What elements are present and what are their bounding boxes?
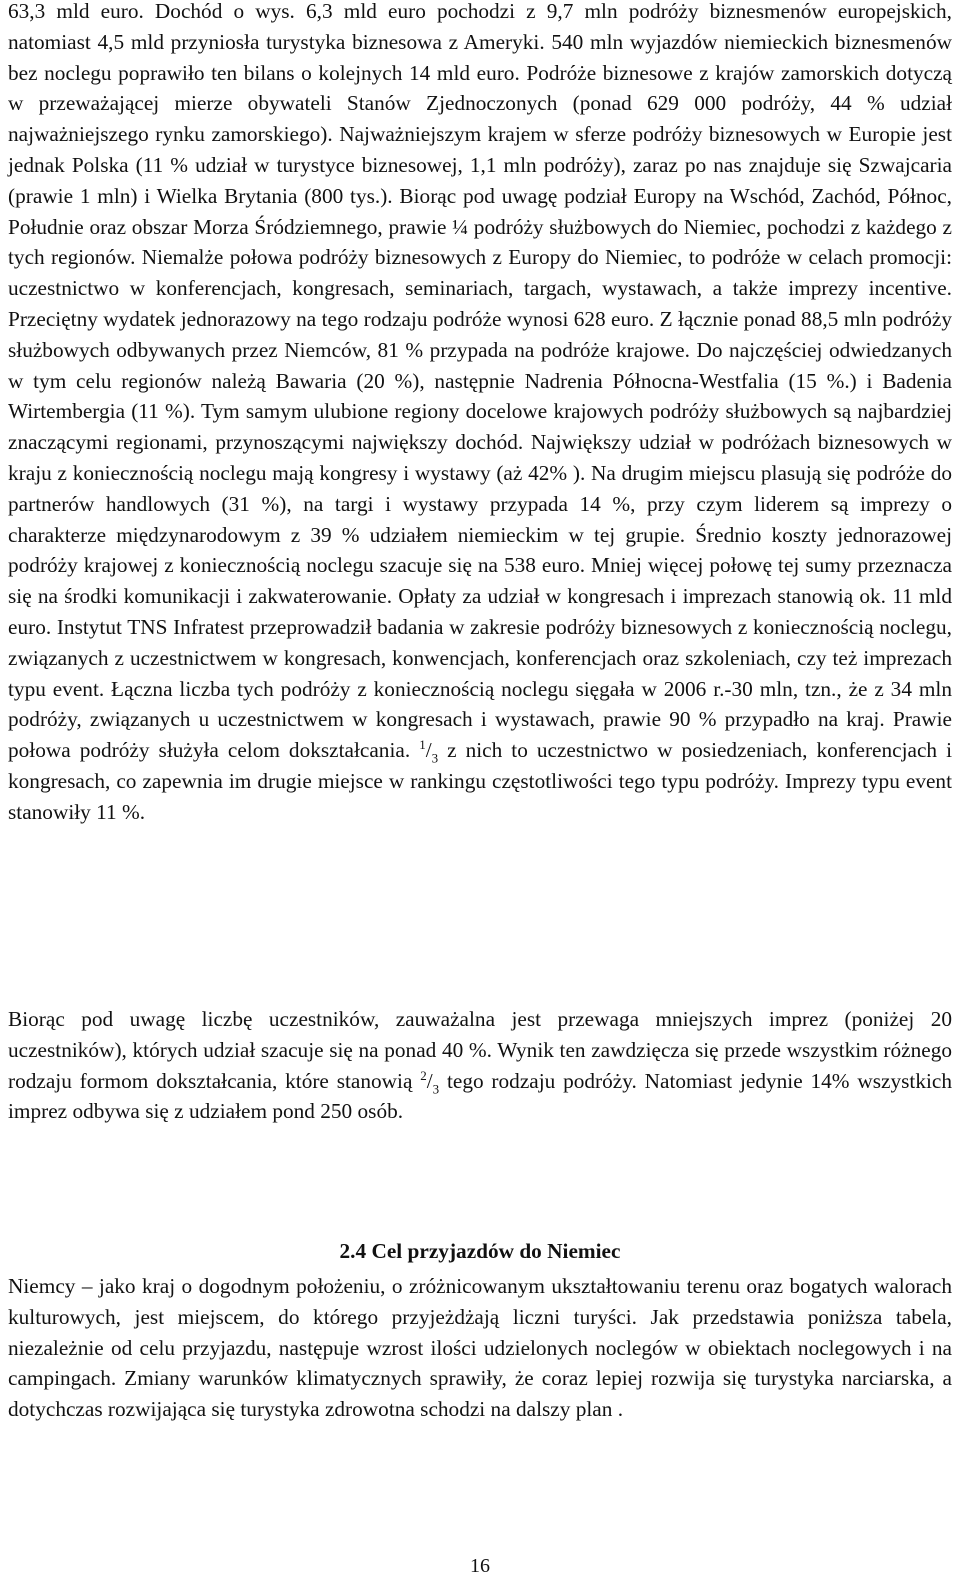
page-number: 16 (470, 1555, 490, 1577)
paragraph-text: tego rodzaju podróży. Natomiast jedynie 14% wszystkich imprez odbywa się z udziałem pond 250 osób. (8, 1068, 952, 1124)
body-paragraph (8, 1004, 952, 1127)
fraction-denominator: 3 (432, 1080, 440, 1096)
fraction-slash: / (425, 738, 432, 763)
fraction-numerator: 1 (419, 737, 426, 753)
section-heading: 2.4 Cel przyjazdów do Niemiec (339, 1239, 621, 1263)
paragraph-text: 63,3 mld euro. Dochód o wys. 6,3 mld euro pochodzi z 9,7 mln podróży biznesmenów europejskich, natomiast 4,5 mld przyniosła turystyka biznesowa z Ameryki. 540 mln wyjazdów niemieckich biznesmenów bez noclegu poprawiło ten bilans o kolejnych 14 mld euro. Podróże biznesowe z krajów zamorskich dotyczą w przeważającej mierze obywateli Stanów Zjednoczonych (ponad 629 000 podróży, 44 % udział najważniejszego rynku zamorskiego). Najważniejszym krajem w sferze podróży biznesowych w Europie jest jednak Polska (11 % udział w turystyce biznesowej, 1,1 mln podróży), zaraz po nas znajduje się Szwajcaria (prawie 1 mln) i Wielka Brytania (800 tys.). Biorąc pod uwagę podział Europy na Wschód, Zachód, Północ, Południe oraz obszar Morza Śródziemnego, prawie ¼ podróży służbowych do Niemiec, pochodzi z każdego z tych regionów. Niemalże połowa podróży biznesowych z Europy do Niemiec, to podróże w celach promocji: uczestnictwo w konferencjach, kongresach, seminariach, targach, wystawach, a także imprezy incentive. Przeciętny wydatek jednorazowy na tego rodzaju podróże wynosi 628 euro. Z łącznie ponad 88,5 mln podróży służbowych odbywanych przez Niemców, 81 % przypada na podróże krajowe. Do najczęściej odwiedzanych w tym celu regionów należą Bawaria (20 %), następnie Nadrenia Północna-Westfalia (15 %.) i Badenia Wirtembergia (11 %). Tym samym ulubione regiony docelowe krajowych podróży służbowych są najbardziej znaczącymi regionami, przynoszącymi największy dochód. Największy udział w podróżach biznesowych w kraju z koniecznością noclegu mają kongresy i wystawy (aż 42% ). Na drugim miejscu plasują się podróże do partnerów handlowych (31 %), na targi i wystawy przypada 14 %, przy czym liderem są imprezy o charakterze międzynarodowym z 39 % udziałem niemieckim w tej grupie. Średnio koszty jednorazowej podróży krajowej z koniecznością noclegu szacuje się na 538 euro. Mniej więcej połowę tej sumy przeznacza się na środki komunikacji i zakwaterowanie. Opłaty za udział w kongresach i imprezach stanowią ok. 11 mld euro. Instytut TNS Infratest przeprowadził badania w zakresie podróży biznesowych z koniecznością noclegu, związanych z uczestnictwem w kongresach, konwencjach, konferencjach oraz szkoleniach, czy też imprezach typu event. Łączna liczba tych podróży z koniecznością noclegu sięgała w 2006 r.-30 mln, tzn., że z 34 mln podróży, związanych u uczestnictwem w kongresach i wystawach, prawie 90 % przypadło na kraj. Prawie połowa podróży służyła celom dokształcania. (8, 0, 952, 763)
fraction-numerator: 2 (420, 1067, 427, 1083)
paragraph-text: Biorąc pod uwagę liczbę uczestników, zauważalna jest przewaga mniejszych imprez (poniżej 20 uczestników), których udział szacuje się na ponad 40 %. Wynik ten zawdzięcza się przede wszystkim różnego rodzaju formom dokształcania, które stanowią (8, 1007, 952, 1093)
paragraph-text: z nich to uczestnictwo w posiedzeniach, konferencjach i kongresach, co zapewnia im drugie miejsce w rankingu częstotliwości tego typu podróży. Imprezy typu event stanowiły 11 %. (8, 738, 953, 824)
section-paragraph: Niemcy – jako kraj o dogodnym położeniu, o zróżnicowanym ukształtowaniu terenu oraz bogatych walorach kulturowych, jest miejscem, do którego przyjeżdżają liczni turyści. Jak przedstawia poniższa tabela, niezależnie od celu przyjazdu, następuje wzrost ilości udzielonych noclegów w obiektach noclegowych i na campingach. Zmiany warunków klimatycznych sprawiły, że coraz lepiej rozwija się turystyka narciarska, a dotychczas rozwijająca się turystyka zdrowotna schodzi na dalszy plan . (8, 1274, 952, 1422)
body-paragraph (8, 0, 952, 828)
fraction-denominator: 3 (431, 750, 439, 766)
fraction-slash: / (426, 1068, 433, 1093)
